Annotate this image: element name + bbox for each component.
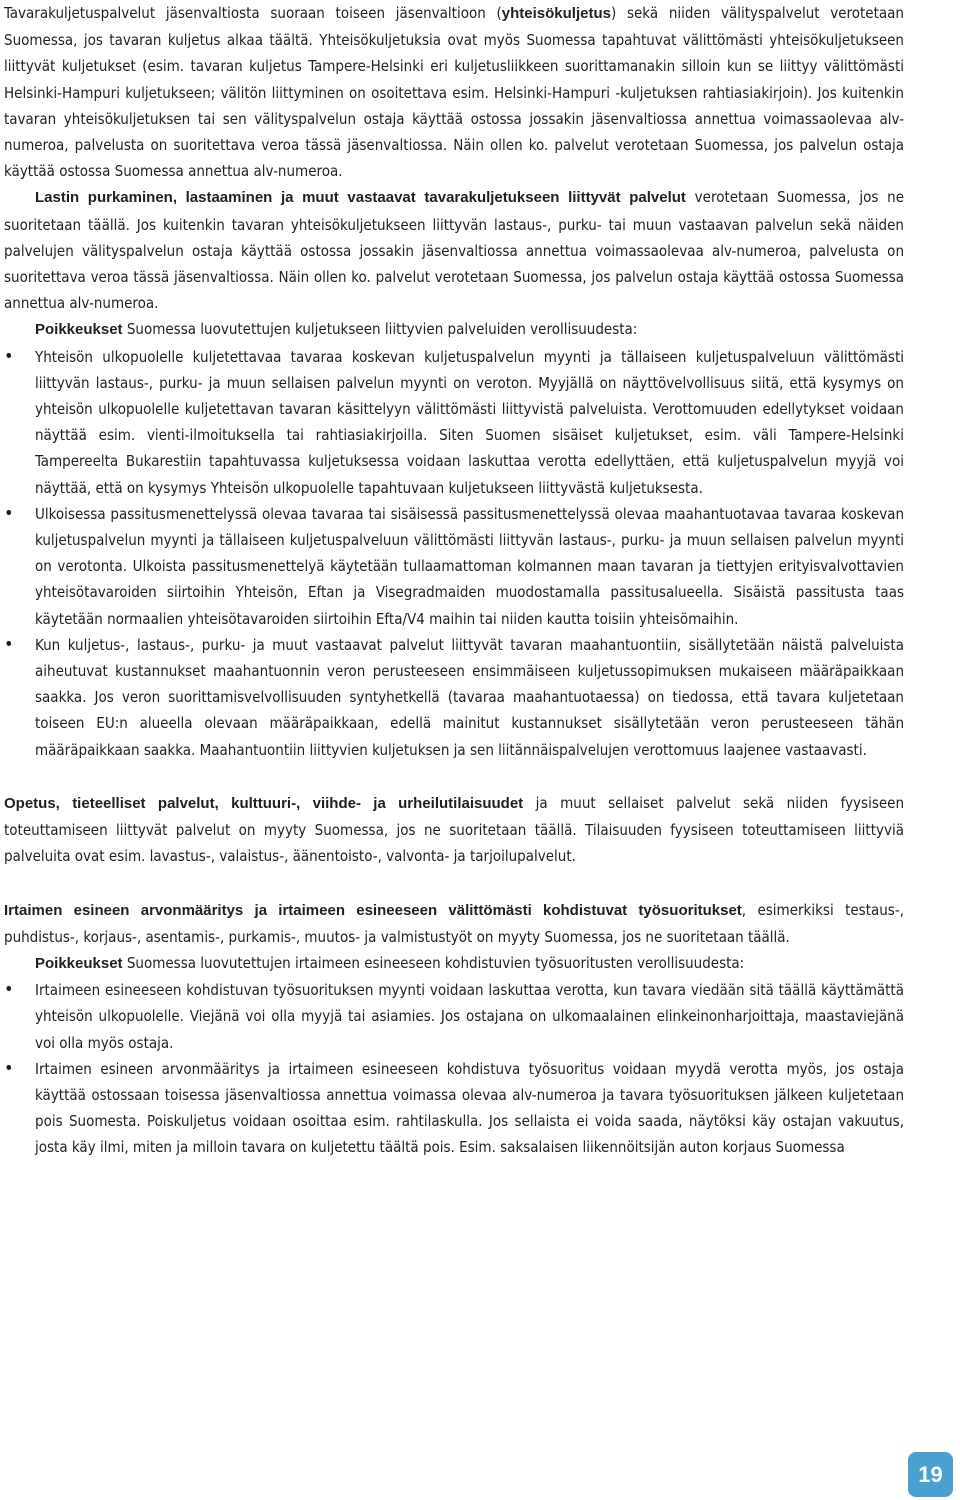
spacer [4,870,904,897]
list-item: • Kun kuljetus-, lastaus-, purku- ja muut vastaavat palvelut liittyvät tavaran maahantuontiin, sisällytetään näistä palveluista aiheutuvat kustannukset maahantuonnin veron perusteeseen ensimmäiseen kuljetussopimuksen mukaiseen määräpaikkaan saakka. Jos veron suorittamisvelvollisuuden syntyhetkellä (tavaraa maahantuotaessa) on tiedossa, että tavara kuljetetaan toiseen EU:n alueella olevaan määräpaikkaan, edellä mainitut kustannukset sisällytetään veron perusteeseen tähän määräpaikkaan saakka. Maahantuontiin liittyvien kuljetuksen ja sen liitännäispalvelujen verottomuus laajenee vastaavasti. [4,632,904,763]
bold-term: Poikkeukset [35,321,123,339]
page-number: 19 [918,1461,943,1487]
paragraph-education-culture: Opetus, tieteelliset palvelut, kulttuuri-, viihde- ja urheilutilaisuudet ja muut sellaiset palvelut sekä niiden fyysiseen toteuttamiseen liittyvät palvelut on myyty Suomessa, jos ne suoritetaan täällä. Tilaisuuden fyysiseen toteuttamiseen liittyviä palveluita ovat esim. lavastus-, valaistus-, äänentoisto-, valvonta- ja tarjoilupalvelut. [4,793,905,866]
paragraph-community-transport: Tavarakuljetuspalvelut jäsenvaltiosta suoraan toiseen jäsenvaltioon (yhteisökuljetus) sekä niiden välityspalvelut verotetaan Suomessa, jos tavaran kuljetus alkaa täältä. Yhteisökuljetuksia ovat myös Suomessa tapahtuvat välittömästi yhteisökuljetukseen liittyvät kuljetukset (esim. tavaran kuljetus Tampere-Helsinki eri kuljetusliikkeen suorittamanakin silloin kun se liittyy välittömästi Helsinki-Hampuri kuljetukseen; välitön liittyminen on osoitettava esim. Helsinki-Hampuri -kuljetuksen rahtiasiakirjoin). Jos kuitenkin tavaran yhteisökuljetuksen tai sen välityspalvelun ostaja käyttää ostossa jossakin jäsenvaltiossa annettua voimassaolevaa alv-numeroa, palvelusta on suoritettava veroa tässä jäsenvaltiossa. Näin ollen ko. palvelut verotetaan Suomessa, jos palvelun ostaja käyttää ostossa Suomessa annettua alv-numeroa. [4,4,904,181]
paragraph-exceptions-property: Poikkeukset Suomessa luovutettujen irtaimeen esineeseen kohdistuvien työsuoritusten verollisuudesta: [35,953,745,972]
exceptions-transport-list [4,344,904,763]
list-item: • Yhteisön ulkopuolelle kuljetettavaa tavaraa koskevan kuljetuspalvelun myynti ja tällaiseen kuljetuspalveluun välittömästi liittyvän lastaus-, purku- ja muun sellaisen palvelun myynti on veroton. Myyjällä on näyttövelvollisuus siitä, että kysymys on yhteisön ulkopuolelle kuljetettavan tavaran käsittelyyn välittömästi liittyvistä palveluista. Verottomuuden edellytykset voidaan näyttää esim. vienti-ilmoituksella tai rahtiasiakirjoilla. Siten Suomen sisäiset kuljetukset, esim. väli Tampere-Helsinki Tampereelta Bukarestiin tapahtuvassa kuljetuksessa voidaan laskuttaa verotta edellyttäen, että kuljetuspalvelun myyjä voi näyttää, että on kysymys Yhteisön ulkopuolelle tapahtuvaan kuljetukseen liittyvästä kuljetuksesta. [4,344,904,501]
list-item: • Ulkoisessa passitusmenettelyssä olevaa tavaraa tai sisäisessä passitusmenettelyssä olevaa maahantuotavaa tavaraa koskevan kuljetuspalvelun myynti ja tällaiseen kuljetuspalveluun välittömästi liittyvän lastaus-, purku- ja muun sellaisen palvelun myynti on verotonta. Ulkoista passitusmenettelyä käytetään tullaamattoman kolmannen maan tavaran ja tiettyjen erityisvalvottavien yhteisötavaroiden siirtoihin Yhteisön, Eftan ja Visegradmaiden muodostamalla passitusalueella. Sisäistä passitusta taas käytetään normaalien yhteisötavaroiden siirtoihin Efta/V4 maihin tai niiden kautta toisiin yhteisömaihin. [4,501,904,632]
bold-term: Irtaimen esineen arvonmääritys ja irtaimeen esineeseen välittömästi kohdistuvat työsuoritukset [4,901,742,919]
bold-term: Poikkeukset [35,954,123,972]
paragraph-loading-services: Lastin purkaminen, lastaaminen ja muut vastaavat tavarakuljetukseen liittyvät palvelut verotetaan Suomessa, jos ne suoritetaan täällä. Jos kuitenkin tavaran yhteisökuljetukseen liittyvän lastaus-, purku- tai muun vastaavan palvelun sekä näiden palvelujen välityspalvelun ostaja käyttää ostossa jossakin jäsenvaltiossa annettua voimassaolevaa alv-numeroa, palvelusta on suoritettava veroa tässä jäsenvaltiossa. Näin ollen ko. palvelut verotetaan Suomessa, jos palvelun ostaja käyttää ostossa Suomessa annettua alv-numeroa. [4,188,905,313]
spacer [4,763,904,790]
document-body [4,0,904,1161]
paragraph-movable-property: Irtaimen esineen arvonmääritys ja irtaimeen esineeseen välittömästi kohdistuvat työsuoritukset, esimerkiksi testaus-, puhdistus-, korjaus-, asentamis-, purkamis-, muutos- ja valmistustyöt on myyty Suomessa, jos ne suoritetaan täällä. [4,900,904,946]
bold-term: Lastin purkaminen, lastaaminen ja muut vastaavat tavarakuljetukseen liittyvät palvelut [35,189,686,207]
page-number-badge [908,1452,953,1497]
exceptions-property-list [4,977,904,1160]
list-item: • Irtaimeen esineeseen kohdistuvan työsuorituksen myynti voidaan laskuttaa verotta, kun tavara viedään sitä täällä käyttämättä yhteisön ulkopuolelle. Viejänä voi olla myyjä tai asiamies. Jos ostajana on ulkomaalainen elinkeinonharjoittaja, maastaviejänä voi olla myös ostaja. [4,977,904,1056]
bold-term: Opetus, tieteelliset palvelut, kulttuuri-, viihde- ja urheilutilaisuudet [4,794,524,812]
paragraph-exceptions-transport: Poikkeukset Suomessa luovutettujen kuljetukseen liittyvien palveluiden verollisuudesta: [35,320,638,339]
list-item: • Irtaimen esineen arvonmääritys ja irtaimeen esineeseen kohdistuva työsuoritus voidaan myydä verotta myös, jos ostaja käyttää ostossaan toisessa jäsenvaltiossa annettua voimassa olevaa alv-numeroa ja tavara työsuorituksen jälkeen kuljetetaan pois Suomesta. Poiskuljetus voidaan osoittaa esim. rahtilaskulla. Jos sellaista ei voida saada, näytöksi käy ostajan vakuutus, josta käy ilmi, miten ja milloin tavara on kuljetettu täältä pois. Esim. saksalaisen liikennöitsijän auton korjaus Suomessa [4,1056,904,1161]
bold-term: yhteisökuljetus [501,5,611,22]
